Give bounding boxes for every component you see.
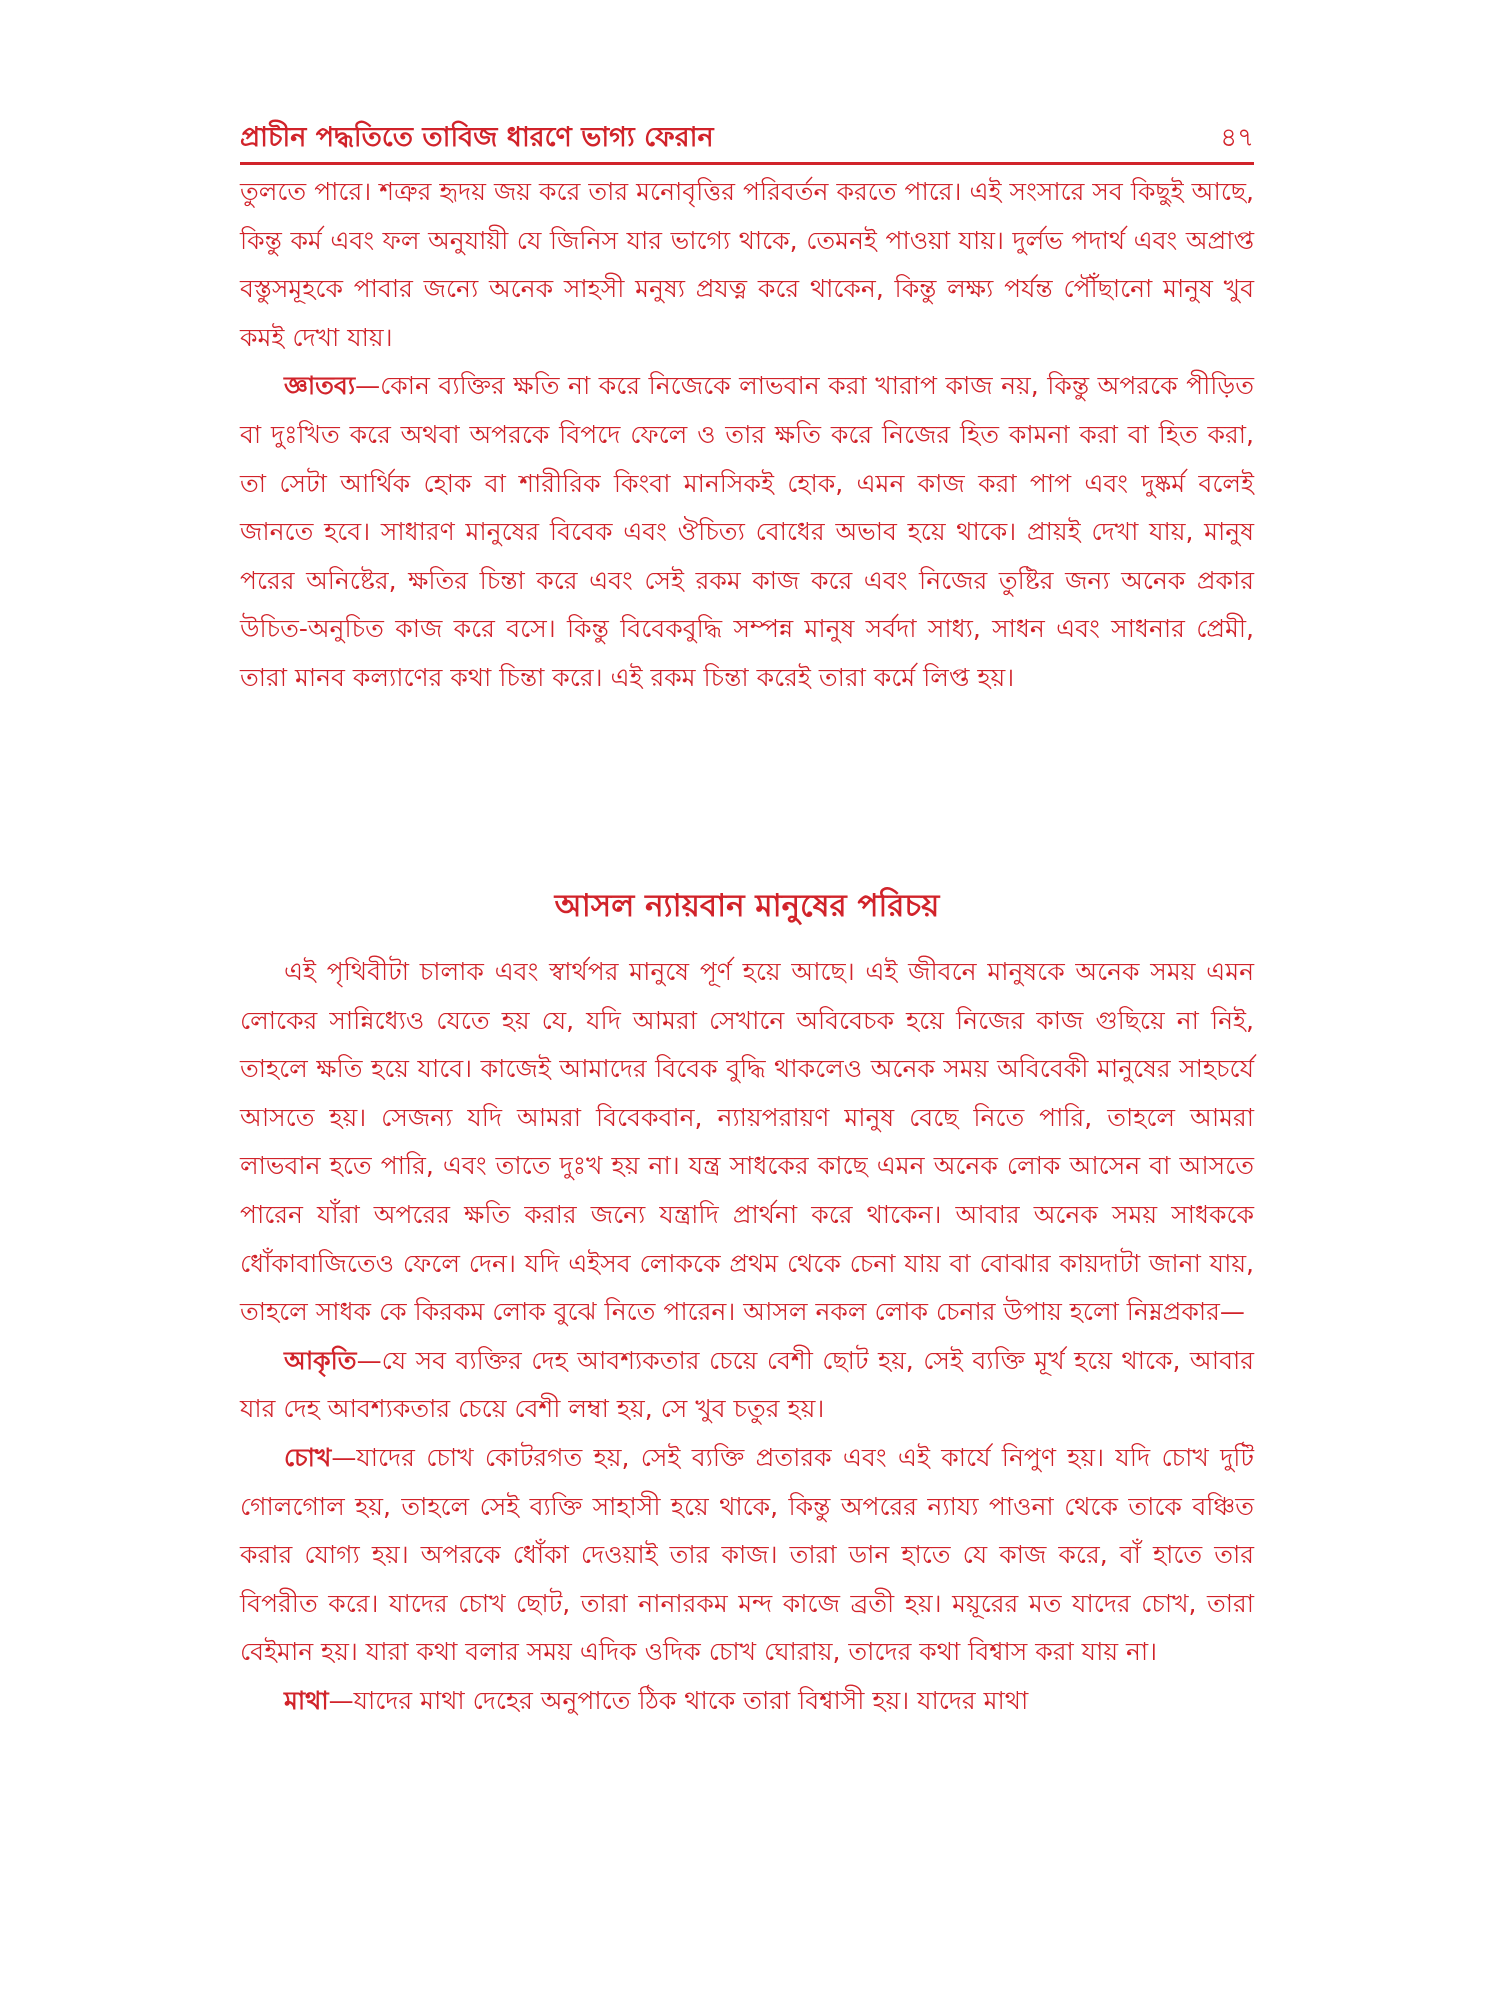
paragraph-term: আকৃতি: [284, 1345, 357, 1375]
running-header: [240, 104, 1254, 158]
header-rule: [240, 162, 1254, 165]
paragraph-body: —যাদের মাথা দেহের অনুপাতে ঠিক থাকে তারা বিশ্বাসী হয়। যাদের মাথা: [328, 1685, 1029, 1715]
paragraph-note: [240, 362, 1254, 702]
paragraph-appearance: [240, 1337, 1254, 1434]
paragraph: এই পৃথিবীটা চালাক এবং স্বার্থপর মানুষে পূর্ণ হয়ে আছে। এই জীবনে মানুষকে অনেক সময় এমন লোকের সান্নিধ্যেও যেতে হয় যে, যদি আমরা সেখানে অবিবেচক হয়ে নিজের কাজ গুছিয়ে না নিই, তাহলে ক্ষতি হয়ে যাবে। কাজেই আমাদের বিবেক বুদ্ধি থাকলেও অনেক সময় অবিবেকী মানুষের সাহচর্যে আসতে হয়। সেজন্য যদি আমরা বিবেকবান, ন্যায়পরায়ণ মানুষ বেছে নিতে পারি, তাহলে আমরা লাভবান হতে পারি, এবং তাতে দুঃখ হয় না। যন্ত্র সাধকের কাছে এমন অনেক লোক আসেন বা আসতে পারেন যাঁরা অপরের ক্ষতি করার জন্যে যন্ত্রাদি প্রার্থনা করে থাকেন। আবার অনেক সময় সাধককে ধোঁকাবাজিতেও ফেলে দেন। যদি এইসব লোককে প্রথম থেকে চেনা যায় বা বোঝার কায়দাটা জানা যায়, তাহলে সাধক কে কিরকম লোক বুঝে নিতে পারেন। আসল নকল লোক চেনার উপায় হলো নিম্নপ্রকার—: [240, 957, 1254, 1327]
paragraph-term: চোখ: [284, 1442, 332, 1472]
paragraph-body: —কোন ব্যক্তির ক্ষতি না করে নিজেকে লাভবান করা খারাপ কাজ নয়, কিন্তু অপরকে পীড়িত বা দুঃখিত করে অথবা অপরকে বিপদে ফেলে ও তার ক্ষতি করে নিজের হিত কামনা করা বা হিত করা, তা সেটা আর্থিক হোক বা শারীরিক কিংবা মানসিকই হোক, এমন কাজ করা পাপ এবং দুষ্কর্ম বলেই জানতে হবে। সাধারণ মানুষের বিবেক এবং ঔচিত্য বোধের অভাব হয়ে থাকে। প্রায়ই দেখা যায়, মানুষ পরের অনিষ্টের, ক্ষতির চিন্তা করে এবং সেই রকম কাজ করে এবং নিজের তুষ্টির জন্য অনেক প্রকার উচিত-অনুচিত কাজ করে বসে। কিন্তু বিবেকবুদ্ধি সম্পন্ন মানুষ সর্বদা সাধ্য, সাধন এবং সাধনার প্রেমী, তারা মানব কল্যাণের কথা চিন্তা করে। এই রকম চিন্তা করেই তারা কর্মে লিপ্ত হয়।: [240, 371, 1254, 692]
paragraph-body: —যে সব ব্যক্তির দেহ আবশ্যকতার চেয়ে বেশী ছোট হয়, সেই ব্যক্তি মূর্খ হয়ে থাকে, আবার যার দেহ আবশ্যকতার চেয়ে বেশী লম্বা হয়, সে খুব চতুর হয়।: [240, 1345, 1254, 1424]
text-block-top: [240, 168, 1254, 703]
paragraph-head: [240, 1677, 1254, 1726]
paragraph-body: —যাদের চোখ কোটরগত হয়, সেই ব্যক্তি প্রতারক এবং এই কার্যে নিপুণ হয়। যদি চোখ দুটি গোলগোল হয়, তাহলে সেই ব্যক্তি সাহাসী হয়ে থাকে, কিন্তু অপরের ন্যায্য পাওনা থেকে তাকে বঞ্চিত করার যোগ্য হয়। অপরকে ধোঁকা দেওয়াই তার কাজ। তারা ডান হাতে যে কাজ করে, বাঁ হাতে তার বিপরীত করে। যাদের চোখ ছোট, তারা নানারকম মন্দ কাজে ব্রতী হয়। ময়ূরের মত যাদের চোখ, তারা বেইমান হয়। যারা কথা বলার সময় এদিক ওদিক চোখ ঘোরায়, তাদের কথা বিশ্বাস করা যায় না।: [240, 1442, 1254, 1667]
section-heading: আসল ন্যায়বান মানুষের পরিচয়: [554, 888, 940, 924]
paragraph: তুলতে পারে। শত্রুর হৃদয় জয় করে তার মনোবৃত্তির পরিবর্তন করতে পারে। এই সংসারে সব কিছুই আছে, কিন্তু কর্ম এবং ফল অনুযায়ী যে জিনিস যার ভাগ্যে থাকে, তেমনই পাওয়া যায়। দুর্লভ পদার্থ এবং অপ্রাপ্ত বস্তুসমূহকে পাবার জন্যে অনেক সাহসী মনুষ্য প্রযত্ন করে থাকেন, কিন্তু লক্ষ্য পর্যন্ত পৌঁছানো মানুষ খুব কমই দেখা যায়।: [240, 177, 1254, 352]
running-title: প্রাচীন পদ্ধতিতে তাবিজ ধারণে ভাগ্য ফেরান: [240, 122, 714, 153]
page-number: ৪৭: [1220, 123, 1254, 153]
paragraph-term: মাথা: [284, 1685, 329, 1715]
paragraph-term: জ্ঞাতব্য: [284, 371, 356, 401]
paragraph-eyes: [240, 1434, 1254, 1677]
text-block-bottom: [240, 948, 1254, 1726]
